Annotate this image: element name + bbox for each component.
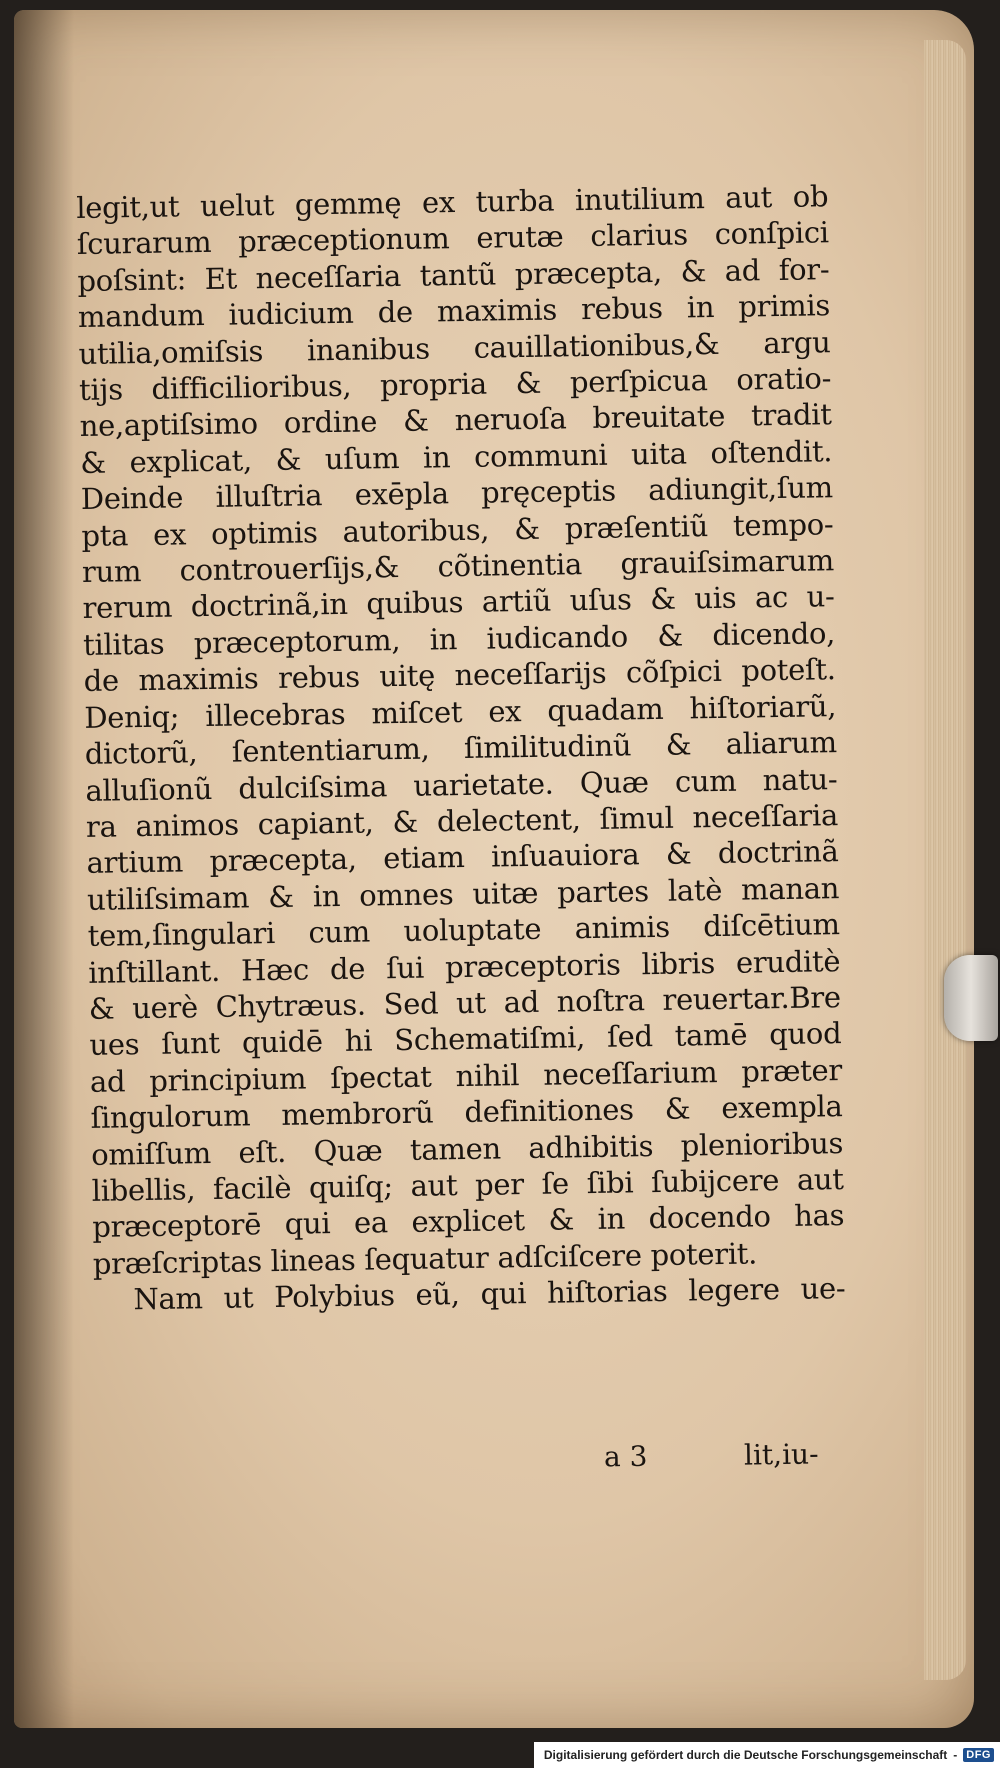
credit-separator: - bbox=[953, 1748, 958, 1762]
text-line: alluſionũ dulciſsima uarietate. Quæ cum natu- bbox=[85, 761, 838, 808]
text-line: tem,ſingulari cum uoluptate animis diſcētium bbox=[87, 907, 840, 954]
text-line: artium præcepta, etiam inſuauiora & doctrinã bbox=[86, 834, 839, 881]
text-line: poſsint: Et neceſſaria tantũ præcepta, & ad for- bbox=[77, 251, 830, 298]
digitization-credit-banner bbox=[534, 1742, 1000, 1768]
text-line: ſingulorum membrorũ definitiones & exempla bbox=[90, 1089, 843, 1136]
text-line: utilia,omiſsis inanibus cauillationibus,& argu bbox=[78, 324, 831, 371]
text-line: de maximis rebus uitę neceſſarijs cõſpici poteſt. bbox=[83, 652, 836, 699]
binding-gutter-shadow bbox=[14, 10, 74, 1728]
book-page bbox=[14, 10, 974, 1728]
text-line: libellis, facilè quiſq; aut per ſe ſibi ſubijcere aut bbox=[91, 1162, 844, 1208]
dfg-logo-icon: DFG bbox=[963, 1748, 994, 1762]
text-line: pta ex optimis autoribus, & præſentiũ tempo- bbox=[81, 506, 834, 553]
text-line: & uerè Chytræus. Sed ut ad noſtra reuertar.Bre bbox=[88, 980, 842, 1026]
text-line: Deniq; illecebras miſcet ex quadam hiſtoriarũ, bbox=[84, 688, 837, 735]
text-line: ues ſunt quidē hi Schematiſmi, ſed tamē quod bbox=[89, 1016, 842, 1063]
signature-mark: a 3 bbox=[603, 1439, 648, 1474]
text-line: legit,ut uelut gemmę ex turba inutilium aut ob bbox=[76, 179, 829, 225]
text-line: præſcriptas lineas ſequatur adſciſcere poterit. bbox=[92, 1236, 758, 1281]
text-line: omiſſum eſt. Quæ tamen adhibitis plenioribus bbox=[90, 1125, 844, 1172]
page-edges bbox=[924, 40, 966, 1680]
catchword: lit,iu- bbox=[743, 1437, 819, 1472]
text-line: ne,aptiſsimo ordine & neruoſa breuitate tradit bbox=[79, 397, 832, 444]
credit-text: Digitalisierung gefördert durch die Deutsche Forschungsgemeinschaft bbox=[543, 1748, 948, 1762]
text-line: ra animos capiant, & delectent, ſimul neceſſaria bbox=[85, 798, 839, 844]
page-tab-marker bbox=[944, 955, 998, 1041]
text-line: præceptorē qui ea explicet & in docendo has bbox=[92, 1198, 845, 1245]
text-line: mandum iudicium de maximis rebus in primis bbox=[77, 288, 831, 335]
text-line: dictorũ, ſententiarum, ſimilitudinũ & aliarum bbox=[84, 725, 838, 772]
text-line: tilitas præceptorum, in iudicando & dicendo, bbox=[82, 616, 836, 662]
text-line: rum controuerſijs,& cõtinentia grauiſsimarum bbox=[81, 543, 835, 590]
text-line: Nam ut Polybius eũ, qui hiſtorias legere ue- bbox=[133, 1271, 846, 1317]
text-line: ad principium ſpectat nihil neceſſarium præter bbox=[89, 1052, 843, 1099]
main-text-block bbox=[76, 178, 846, 1318]
text-line: inſtillant. Hæc de ſui præceptoris libris eruditè bbox=[88, 943, 841, 990]
text-line: Deinde illuſtria exēpla pręceptis adiungit,ſum bbox=[80, 470, 834, 517]
text-line: tijs difficilioribus, propria & perſpicua oratio- bbox=[78, 361, 832, 408]
text-line: & explicat, & uſum in communi uita oſtendit. bbox=[80, 434, 833, 480]
text-line: ſcurarum præceptionum erutæ clarius conſpici bbox=[76, 215, 830, 262]
text-line: utiliſsimam & in omnes uitæ partes latè manan bbox=[86, 870, 840, 917]
text-line: rerum doctrinã,in quibus artiũ uſus & uis ac u- bbox=[82, 579, 835, 626]
